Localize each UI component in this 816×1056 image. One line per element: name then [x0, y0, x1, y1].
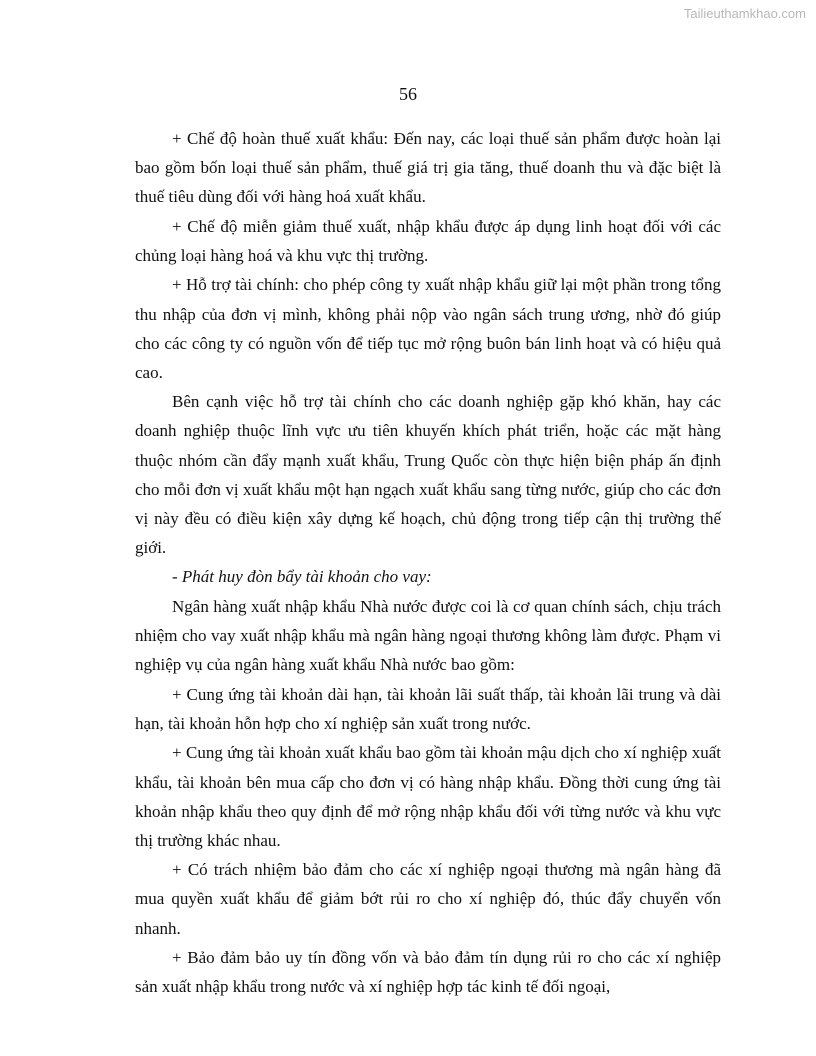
paragraph-exim-bank: Ngân hàng xuất nhập khẩu Nhà nước được coi là cơ quan chính sách, chịu trách nhiệm cho vay xuất nhập khẩu mà ngân hàng ngoại thương không làm được. Phạm vi nghiệp vụ của ngân hàng xuất khẩu Nhà nước bao gồm:: [135, 597, 721, 675]
paragraph-long-term-loans: + Cung ứng tài khoản dài hạn, tài khoản lãi suất thấp, tài khoản lãi trung và dài hạn, tài khoản hỗn hợp cho xí nghiệp sản xuất trong nước.: [135, 684, 721, 733]
paragraph-guarantee: + Có trách nhiệm bảo đảm cho các xí nghiệp ngoại thương mà ngân hàng đã mua quyền xuất khẩu để giảm bớt rủi ro cho xí nghiệp đó, thúc đẩy chuyển vốn nhanh.: [135, 860, 721, 938]
paragraph-tax-refund: + Chế độ hoàn thuế xuất khẩu: Đến nay, các loại thuế sản phẩm được hoàn lại bao gồm bốn loại thuế sản phẩm, thuế giá trị gia tăng, thuế doanh thu và đặc biệt là thuế tiêu dùng đối với hàng hoá xuất khẩu.: [135, 129, 721, 207]
paragraph-financial-support: + Hỗ trợ tài chính: cho phép công ty xuất nhập khẩu giữ lại một phần trong tổng thu nhập của đơn vị mình, không phải nộp vào ngân sách trung ương, nhờ đó giúp cho các công ty có nguồn vốn để tiếp tục mở rộng buôn bán linh hoạt và có hiệu quả cao.: [135, 275, 721, 382]
watermark: Tailieuthamkhao.com: [683, 6, 806, 21]
paragraph-tax-exemption: + Chế độ miễn giảm thuế xuất, nhập khẩu được áp dụng linh hoạt đối với các chủng loại hàng hoá và khu vực thị trường.: [135, 216, 721, 265]
paragraph-credit-risk: + Bảo đảm bảo uy tín đồng vốn và bảo đảm tín dụng rủi ro cho các xí nghiệp sản xuất nhập khẩu trong nước và xí nghiệp hợp tác kinh tế đối ngoại,: [135, 948, 721, 997]
page-number: 56: [399, 84, 417, 104]
document-body: [135, 124, 721, 1001]
paragraph-export-loans: + Cung ứng tài khoản xuất khẩu bao gồm tài khoản mậu dịch cho xí nghiệp xuất khẩu, tài khoản bên mua cấp cho đơn vị có hàng nhập khẩu. Đồng thời cung ứng tài khoản nhập khẩu theo quy định để mở rộng nhập khẩu đối với từng nước và khu vực thị trường khác nhau.: [135, 743, 721, 850]
paragraph-export-quota: Bên cạnh việc hỗ trợ tài chính cho các doanh nghiệp gặp khó khăn, hay các doanh nghiệp thuộc lĩnh vực ưu tiên khuyến khích phát triển, hoặc các mặt hàng thuộc nhóm cần đẩy mạnh xuất khẩu, Trung Quốc còn thực hiện biện pháp ấn định cho mỗi đơn vị xuất khẩu một hạn ngạch xuất khẩu sang từng nước, giúp cho các đơn vị này đều có điều kiện xây dựng kế hoạch, chủ động trong tiếp cận thị trường thế giới.: [135, 392, 721, 557]
section-heading-loan-leverage: - Phát huy đòn bẩy tài khoản cho vay:: [172, 567, 432, 587]
